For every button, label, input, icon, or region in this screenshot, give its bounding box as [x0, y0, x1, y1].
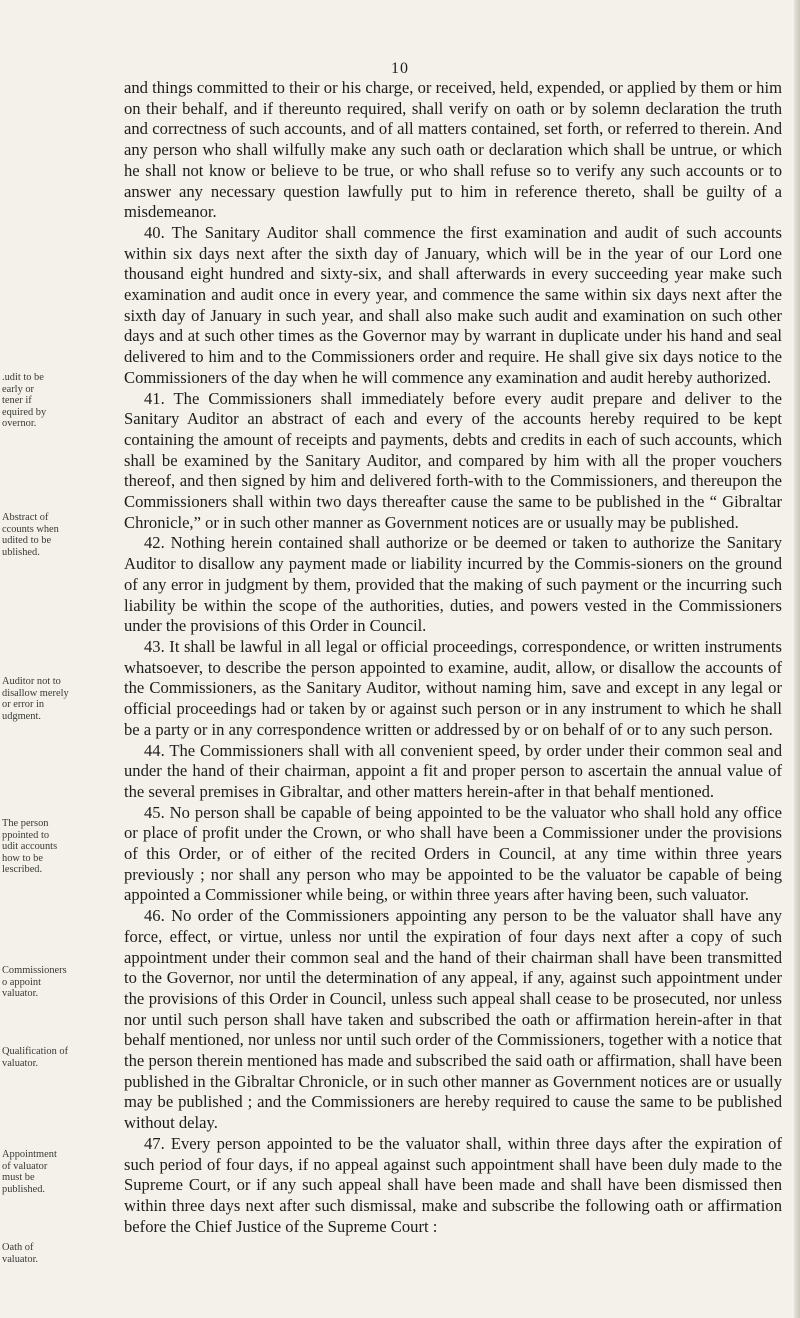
paragraph-continuation: and things committed to their or his charge, or received, held, expended, or applied by them or him on their behalf, and if thereunto required, shall verify on oath or by solemn declaration the truth and correctness of such accounts, and of all matters contained, set forth, or referred to therein. And any person who shall wilfully make any such oath or declaration which shall be untrue, or which he shall not know or believe to be true, or who shall refuse so to verify any such accounts or to answer any necessary question lawfully put to him in reference thereto, shall be guilty of a misdemeanor. [124, 78, 782, 222]
paragraph-46: 46. No order of the Commissioners appointing any person to be the valuator shall have any force, effect, or virtue, unless nor until the expiration of four days next after a copy of such appointment under their common seal and the hand of their chairman shall have been transmitted to the Governor, nor until the determination of any appeal, if any, against such appointment under the provisions of this Order in Council, unless such appeal shall cease to be prosecuted, nor unless nor until such person shall have taken and subscribed the oath or affirmation herein-after in that behalf mentioned, nor unless nor until such order of the Commissioners, together with a notice that the person therein mentioned has made and subscribed the said oath or affirmation, shall have been published in the Gibraltar Chronicle, or in such other manner as Government notices are or usually may be published ; and the Commissioners are hereby required to cause the same to be published without delay. [124, 906, 782, 1133]
paragraph-40: 40. The Sanitary Auditor shall commence the first examination and audit of such accounts within six days next after the sixth day of January, which will be in the year of our Lord one thousand eight hundred and sixty-six, and shall afterwards in every succeeding year make such examination and audit once in every year, and commence the same within six days next after the sixth day of January in such year, and shall also make such audit and examination on such other days and at such other times as the Governor may by warrant in duplicate under his hand and seal delivered to him and to the Commissioners order and require. He shall give six days notice to the Commissioners of the day when he will commence any examination and audit hereby authorized. [124, 222, 782, 387]
page-number: 10 [391, 60, 409, 77]
paragraph-47: 47. Every person appointed to be the valuator shall, within three days after the expiration of such period of four days, if no appeal against such appointment shall have been duly made to the Supreme Court, or if any such appeal shall have been made and shall have been dismissed then within three days next after such dismissal, make and subscribe the following oath or affirmation before the Chief Justice of the Supreme Court : [124, 1133, 782, 1236]
margin-note-auditor-not-disallow: Auditor not to disallow merely or error in udgment. [2, 676, 69, 722]
paragraph-43: 43. It shall be lawful in all legal or official proceedings, correspondence, or written instruments whatsoever, to describe the person appointed to examine, audit, allow, or disallow the accounts of the Commissioners, as the Sanitary Auditor, without naming him, save and except in any legal or official proceedings had or taken by or against such person or in any instrument to which he shall be a party or in any correspondence written or addressed by or on behalf of or to any such person. [124, 636, 782, 739]
page-edge-shadow [794, 0, 800, 1318]
margin-note-appointment-published: Appointment of valuator must be published. [2, 1149, 57, 1195]
margin-note-qualification: Qualification of valuator. [2, 1046, 69, 1069]
paragraph-42: 42. Nothing herein contained shall authorize or be deemed or taken to authorize the Sanitary Auditor to disallow any payment made or liability incurred by the Commis-sioners on the ground of any error in judgment by them, provided that the making of such payment or the incurring such liability be within the scope of the authorities, duties, and powers vested in the Commissioners under the provisions of this Order in Council. [124, 533, 782, 636]
body-text [124, 78, 782, 1237]
paragraph-44: 44. The Commissioners shall with all convenient speed, by order under their common seal and under the hand of their chairman, appoint a fit and proper person to ascertain the annual value of the several premises in Gibraltar, and other matters herein-after in that behalf mentioned. [124, 740, 782, 801]
margin-notes [0, 0, 118, 1318]
margin-note-person-appointed: The person ppointed to udit accounts how to be lescribed. [2, 818, 58, 876]
margin-note-oath-valuator: Oath of valuator. [2, 1242, 39, 1265]
paragraph-45: 45. No person shall be capable of being appointed to be the valuator who shall hold any office or place of profit under the Crown, or who shall have been a Commissioner under the provisions of this Order, or of either of the recited Orders in Council, at any time within three years previously ; nor shall any person who may be appointed to be the valuator be capable of being appointed a Commissioner while being, or within three years after having been, such valuator. [124, 802, 782, 905]
margin-note-audit-early: .udit to be early or tener if equired by overnor. [2, 372, 47, 430]
margin-note-commissioners-appoint: Commissioners o appoint valuator. [2, 965, 67, 1000]
margin-note-abstract-accounts: Abstract of ccounts when udited to be ublished. [2, 512, 59, 558]
paragraph-41: 41. The Commissioners shall immediately before every audit prepare and deliver to the Sanitary Auditor an abstract of each and every of the accounts hereby required to be kept containing the amount of receipts and payments, debts and credits in each of such accounts, which shall be examined by the Sanitary Auditor, and compared by him with all the proper vouchers thereof, and then signed by him and delivered forth-with to the Commissioners, and thereupon the Commissioners shall within two days thereafter cause the same to be published in the “ Gibraltar Chronicle,” or in such other manner as Government notices are or usually may be published. [124, 388, 782, 532]
